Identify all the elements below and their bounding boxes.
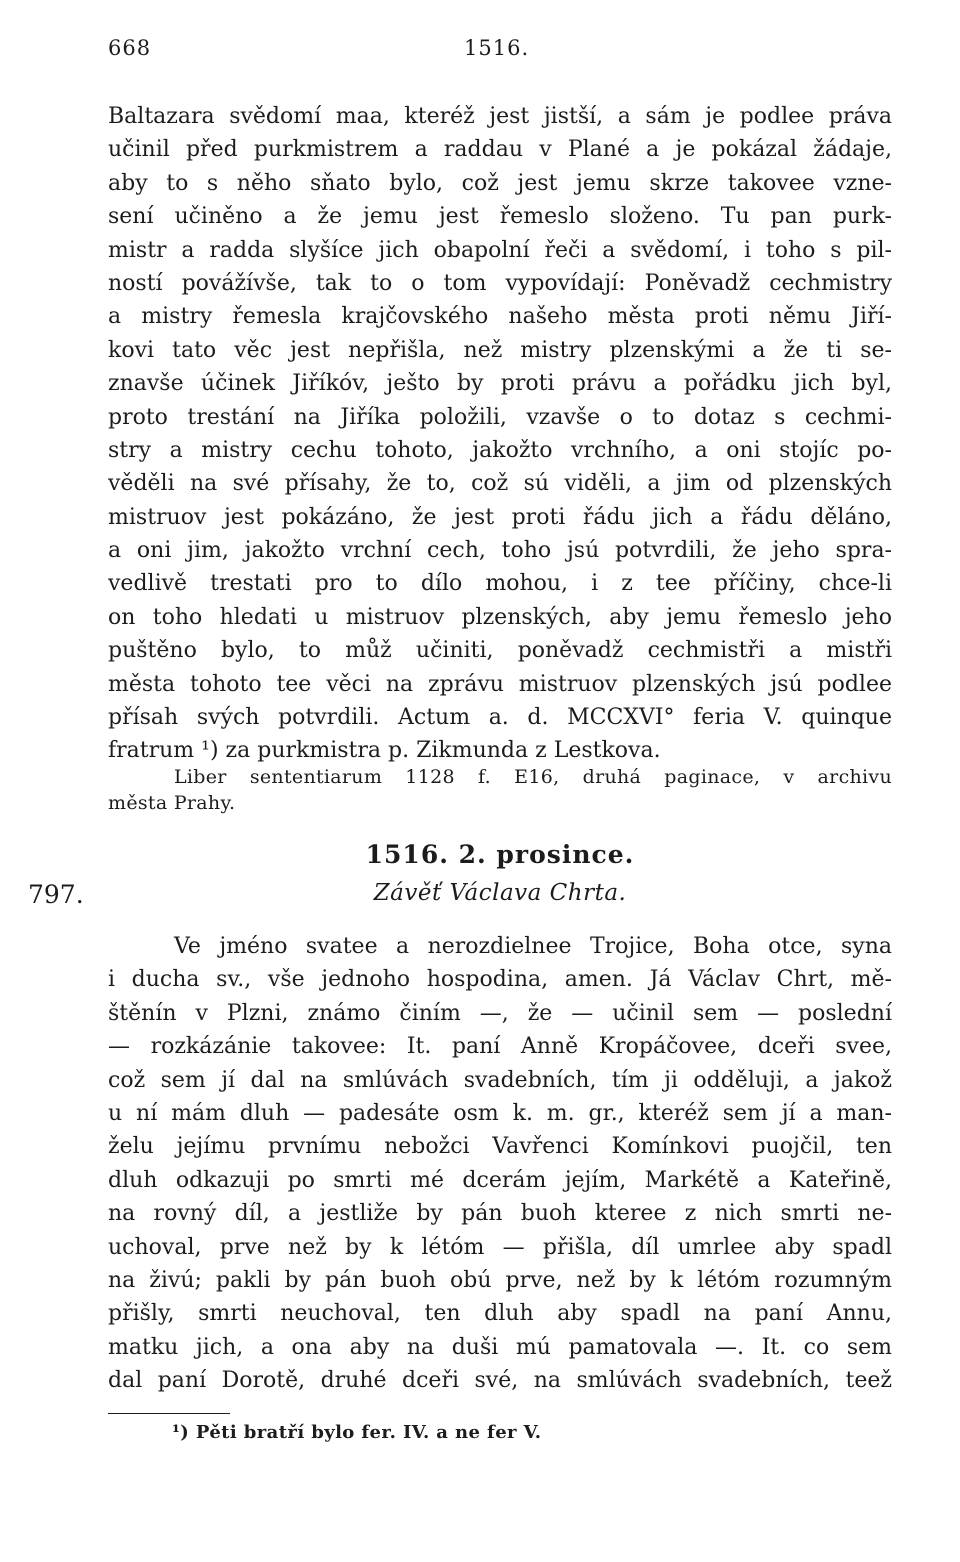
source-line: města Prahy. — [108, 792, 236, 814]
document-date: 1516. 2. prosince. — [365, 840, 635, 869]
text-line: i ducha sv., vše jednoho hospodina, amen. Já Václav Chrt, mě- — [108, 967, 892, 993]
text-line: přišly, smrti neuchoval, ten dluh aby spadl na paní Annu, — [108, 1301, 892, 1327]
text-line: Ve jméno svatee a nerozdielnee Trojice, Boha otce, syna — [174, 934, 892, 959]
text-line: matku jich, a ona aby na duši mú pamatovala —. It. co sem — [108, 1334, 892, 1360]
text-line: on toho hledati u mistruov plzenských, aby jemu řemeslo jeho — [108, 604, 892, 630]
text-line: ností povážívše, tak to o tom vypovídají: Poněvadž cechmistry — [108, 270, 892, 296]
text-line: kovi tato věc jest nepřišla, než mistry plzenskými a že ti se- — [108, 337, 892, 363]
text-line: proto trestání na Jiříka položili, vzavše o to dotaz s cechmi- — [108, 404, 892, 430]
footnote-divider — [108, 1413, 230, 1414]
text-line: aby to s něho sňato bylo, což jest jemu skrze takovee vzne- — [108, 170, 892, 196]
text-line: puštěno bylo, to můž učiniti, poněvadž cechmistři a mistři — [108, 638, 892, 664]
document-title: Závěť Václava Chrta. — [373, 880, 627, 906]
text-line: města tohoto tee věci na zprávu mistruov plzenských jsú podlee — [108, 671, 892, 697]
document-number: 797. — [28, 880, 84, 909]
text-line: což sem jí dal na smlúvách svadebních, tím ji odděluji, a jakož — [108, 1067, 892, 1093]
page-header — [108, 36, 896, 68]
page-number: 668 — [108, 36, 152, 60]
text-line: mistr a radda slyšíce jich obapolní řeči a svědomí, i toho s pil- — [108, 237, 892, 263]
source-citation — [108, 764, 892, 816]
text-line: učinil před purkmistrem a raddau v Plané a je pokázal žádaje, — [108, 137, 892, 163]
text-line: sení učiněno a že jemu jest řemeslo složeno. Tu pan purk- — [108, 204, 892, 230]
text-line: mistruov jest pokázáno, že jest proti řádu jich a řádu děláno, — [108, 504, 892, 530]
text-line: fratrum ¹) za purkmistra p. Zikmunda z Lestkova. — [108, 738, 661, 764]
text-line: vedlivě trestati pro to dílo mohou, i z tee příčiny, chce-li — [108, 571, 892, 597]
text-line: u ní mám dluh — padesáte osm k. m. gr., kteréž sem jí a man- — [108, 1100, 892, 1126]
body-paragraph — [108, 100, 892, 768]
text-line: přísah svých potvrdili. Actum a. d. MCCXVI° feria V. quinque — [108, 705, 892, 731]
text-line: na živú; pakli by pán buoh obú prve, než by k létóm rozumným — [108, 1267, 892, 1293]
text-line: na rovný díl, a jestliže by pán buoh kteree z nich smrti ne- — [108, 1201, 892, 1227]
text-line: želu jejímu prvnímu nebožci Vavřenci Komínkovi puojčil, ten — [108, 1134, 892, 1160]
text-line: dal paní Dorotě, druhé dceři své, na smlúvách svadebních, teež — [108, 1368, 892, 1394]
text-line: věděli na své přísahy, že to, což sú viděli, a jim od plzenských — [108, 471, 892, 497]
text-line: stry a mistry cechu tohoto, jakožto vrchního, a oni stojíc po- — [108, 437, 892, 463]
running-head: 1516. — [464, 36, 530, 60]
document-text — [108, 930, 892, 1397]
text-line: uchoval, prve než by k létóm — přišla, díl umrlee aby spadl — [108, 1234, 892, 1260]
text-line: a oni jim, jakožto vrchní cech, toho jsú potvrdili, že jeho spra- — [108, 538, 892, 564]
text-line: Baltazara svědomí maa, kteréž jest jistší, a sám je podlee práva — [108, 104, 892, 129]
text-line: — rozkázánie takovee: It. paní Anně Kropáčovee, dceři svee, — [108, 1034, 892, 1060]
text-line: dluh odkazuji po smrti mé dcerám jejím, Markétě a Kateřině, — [108, 1167, 892, 1193]
source-line: Liber sententiarum 1128 f. E16, druhá paginace, v archivu — [174, 766, 892, 788]
text-line: štěnín v Plzni, známo činím —, že — učinil sem — poslední — [108, 1000, 892, 1026]
footnote: ¹) Pěti bratří bylo fer. IV. a ne fer V. — [172, 1422, 542, 1443]
text-line: znavše účinek Jiříkóv, ješto by proti právu a pořádku jich byl, — [108, 371, 892, 397]
text-line: a mistry řemesla krajčovského našeho města proti němu Jiří- — [108, 304, 892, 330]
